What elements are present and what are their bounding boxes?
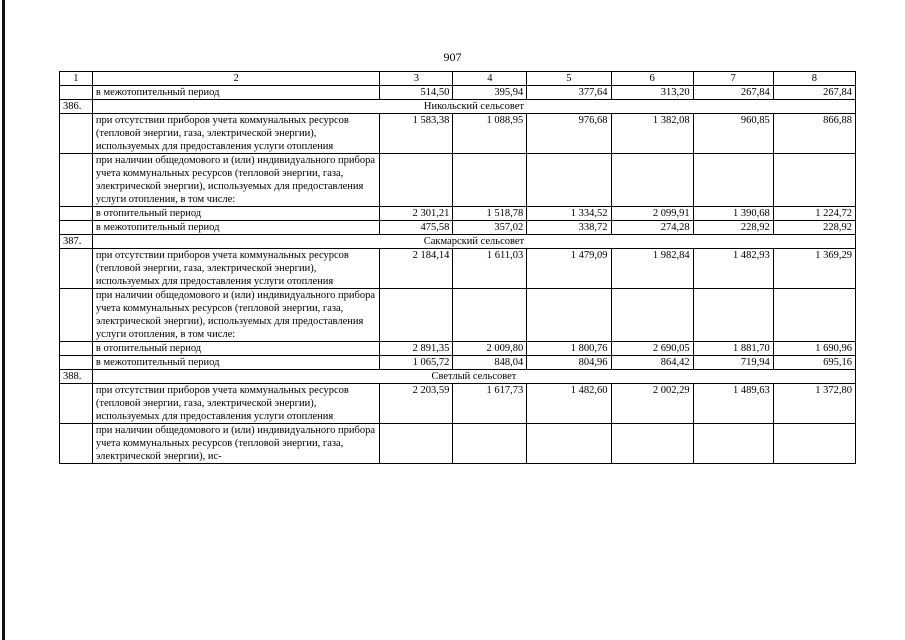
row-label: при наличии общедомового и (или) индивидуального прибора учета коммунальных ресурсов (тепловой энергии, газа, электрической энергии), ис-: [92, 424, 380, 464]
value-cell: 1 382,08: [611, 114, 693, 154]
value-cell: 1 881,70: [693, 342, 773, 356]
column-header: 7: [693, 72, 773, 86]
value-cell: 1 982,84: [611, 249, 693, 289]
section-row: [60, 370, 856, 384]
row-label: в отопительный период: [92, 207, 380, 221]
value-cell: 357,02: [453, 221, 527, 235]
column-header: 6: [611, 72, 693, 86]
scan-edge: [2, 0, 5, 640]
value-cell: 695,16: [773, 356, 855, 370]
row-label: в межотопительный период: [92, 356, 380, 370]
value-cell: 960,85: [693, 114, 773, 154]
table-row: [60, 154, 856, 207]
value-cell: 2 009,80: [453, 342, 527, 356]
value-cell: 2 203,59: [380, 384, 453, 424]
value-cell: 1 611,03: [453, 249, 527, 289]
row-label: в отопительный период: [92, 342, 380, 356]
value-cell: 719,94: [693, 356, 773, 370]
value-cell: 1 489,63: [693, 384, 773, 424]
value-cell: 2 184,14: [380, 249, 453, 289]
table-row: [60, 289, 856, 342]
value-cell: 475,58: [380, 221, 453, 235]
table-row: [60, 207, 856, 221]
value-cell: 267,84: [773, 86, 855, 100]
value-cell: 864,42: [611, 356, 693, 370]
value-cell: 804,96: [527, 356, 611, 370]
value-cell: 274,28: [611, 221, 693, 235]
section-number: 386.: [60, 100, 93, 114]
table-row: [60, 86, 856, 100]
tariff-table: [59, 71, 856, 464]
column-header: 2: [92, 72, 380, 86]
value-cell: 2 690,05: [611, 342, 693, 356]
value-cell: 1 334,52: [527, 207, 611, 221]
value-cell: 267,84: [693, 86, 773, 100]
table-row: [60, 114, 856, 154]
value-cell: 1 583,38: [380, 114, 453, 154]
value-cell: 1 224,72: [773, 207, 855, 221]
value-cell: 1 800,76: [527, 342, 611, 356]
value-cell: 2 099,91: [611, 207, 693, 221]
value-cell: 1 372,80: [773, 384, 855, 424]
column-number-row: [60, 72, 856, 86]
value-cell: 1 690,96: [773, 342, 855, 356]
row-label: при наличии общедомового и (или) индивидуального прибора учета коммунальных ресурсов (тепловой энергии, газа, электрической энергии), используемых для предоставления услуги отопления, в том числе:: [92, 289, 380, 342]
row-label: в межотопительный период: [92, 86, 380, 100]
table-row: [60, 356, 856, 370]
row-label: при наличии общедомового и (или) индивидуального прибора учета коммунальных ресурсов (тепловой энергии, газа, электрической энергии), используемых для предоставления услуги отопления, в том числе:: [92, 154, 380, 207]
value-cell: 1 065,72: [380, 356, 453, 370]
page-number: 907: [443, 50, 462, 64]
value-cell: 2 301,21: [380, 207, 453, 221]
row-label: в межотопительный период: [92, 221, 380, 235]
value-cell: 2 891,35: [380, 342, 453, 356]
value-cell: 1 482,60: [527, 384, 611, 424]
value-cell: 848,04: [453, 356, 527, 370]
section-name: Светлый сельсовет: [92, 370, 855, 384]
value-cell: 313,20: [611, 86, 693, 100]
value-cell: 228,92: [693, 221, 773, 235]
column-header: 5: [527, 72, 611, 86]
column-header: 1: [60, 72, 93, 86]
table-row: [60, 249, 856, 289]
value-cell: 1 617,73: [453, 384, 527, 424]
column-header: 4: [453, 72, 527, 86]
value-cell: 338,72: [527, 221, 611, 235]
column-header: 8: [773, 72, 855, 86]
value-cell: 395,94: [453, 86, 527, 100]
value-cell: 2 002,29: [611, 384, 693, 424]
value-cell: 1 369,29: [773, 249, 855, 289]
column-header: 3: [380, 72, 453, 86]
section-row: [60, 100, 856, 114]
section-name: Сакмарский сельсовет: [92, 235, 855, 249]
section-number: 387.: [60, 235, 93, 249]
value-cell: 228,92: [773, 221, 855, 235]
row-label: при отсутствии приборов учета коммунальных ресурсов (тепловой энергии, газа, электрической энергии), используемых для предоставления услуги отопления: [92, 384, 380, 424]
row-label: при отсутствии приборов учета коммунальных ресурсов (тепловой энергии, газа, электрической энергии), используемых для предоставления услуги отопления: [92, 114, 380, 154]
section-row: [60, 235, 856, 249]
value-cell: 1 088,95: [453, 114, 527, 154]
table-row: [60, 384, 856, 424]
value-cell: 1 518,78: [453, 207, 527, 221]
section-name: Никольский сельсовет: [92, 100, 855, 114]
table-row: [60, 342, 856, 356]
section-number: 388.: [60, 370, 93, 384]
value-cell: 1 482,93: [693, 249, 773, 289]
row-label: при отсутствии приборов учета коммунальных ресурсов (тепловой энергии, газа, электрической энергии), используемых для предоставления услуги отопления: [92, 249, 380, 289]
value-cell: 514,50: [380, 86, 453, 100]
table-row: [60, 221, 856, 235]
value-cell: 976,68: [527, 114, 611, 154]
value-cell: 377,64: [527, 86, 611, 100]
value-cell: 1 390,68: [693, 207, 773, 221]
value-cell: 866,88: [773, 114, 855, 154]
value-cell: 1 479,09: [527, 249, 611, 289]
table-row: [60, 424, 856, 464]
